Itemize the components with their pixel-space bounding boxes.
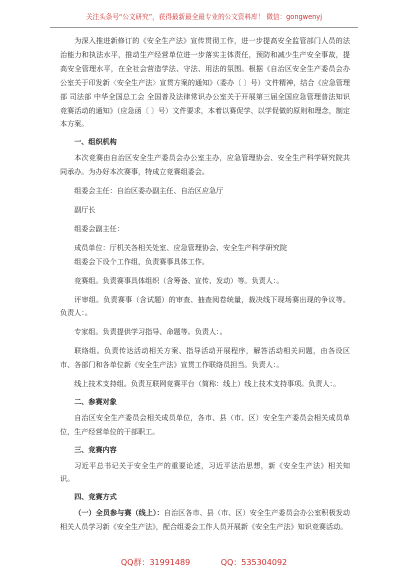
committee-leader-title: 副厅长 (74, 204, 96, 214)
section-4-lead: （一）全员参与赛（线上）： (74, 508, 164, 518)
header-divider (50, 27, 358, 28)
section-3-title: 三、竞赛内容 (74, 444, 117, 454)
committee-subgroups: 组委会下设个工作组，负责赛事具体工作。 (74, 256, 209, 266)
header-banner (52, 10, 356, 25)
footer-contacts (40, 555, 368, 571)
footer-qq-group: QQ群：31991489 (120, 558, 191, 567)
section-4-text: 自治区各市、县（市、区）安全生产委员会办公室积极发动相关人员学习新《安全生产法》，配合组委会工作人员开展新《安全生产法》知识竞赛活动。 (60, 508, 350, 532)
committee-members: 成员单位：厅机关各相关处室、应急管理协会、安全生产科学研究院 (74, 242, 287, 252)
section-4-title: 四、竞赛方式 (74, 492, 117, 502)
section-1-title: 一、组织机构 (74, 137, 117, 147)
group-tech-support: 线上技术支持组。负责互联网竞赛平台（简称：线上）线上技术支持事项。负责人：。 (74, 379, 341, 389)
intro-paragraph: 为深入推进新修订的《安全生产法》宣传贯彻工作，进一步提高安全监管部门人员的法治能力和执法水平，推动生产经营单位进一步落实主体责任，预防和减少生产安全事故，提高安全管理水平，在全社会营造学法、守法、用法的氛围。根据《自治区安全生产委员会办公室关于印发新〈安全生产法〉宣贯方案的通知》（委办〔 〕号）文件精神，结合《应急管理部 司法部 中华全国总工会 全国普及法律常识办公室关于开展第三届全国应急管理普法知识竞赛活动的通知》（应急函〔 〕号）文件要求，本着以赛促学、以学促做的原则和理念，制定本方案。 (60, 36, 350, 129)
section-2-title: 二、参赛对象 (74, 396, 117, 406)
committee-leader: 组委会主任：自治区委办副主任、自治区应急厅 (74, 186, 224, 196)
group-experts: 专家组。负责提供学习指导、命题等。负责人：。 (74, 327, 227, 337)
section-3-paragraph: 习近平总书记关于安全生产的重要论述，习近平法治思想，新《安全生产法》相关知识。 (60, 460, 350, 484)
group-liaison: 联络组。负责传达活动相关方案、指导活动开展程序，解答活动相关问题，由各设区市、各部门和各单位新《安全生产法》宣贯工作联络员担当。负责人：。 (60, 346, 350, 370)
footer-qq: QQ：535304092 (220, 558, 288, 567)
section-4-paragraph (60, 506, 350, 534)
section-1-paragraph: 本次竞赛由自治区安全生产委员会办公室主办，应急管理协会、安全生产科学研究院共同承办。为办好本次赛事，特成立竞赛组委会。 (60, 153, 350, 177)
group-review: 评审组。负责赛事（含试题）的审查、抽查阅卷统量，裁决线下现场赛出现的争议等。负责人：。 (60, 294, 350, 318)
banner-text: 关注头条号“公文研究”，获得最新最全最专业的公文资料库！ 微信：gongwenyj (85, 13, 323, 21)
committee-vice: 组委会副主任： (74, 223, 124, 233)
group-competition: 竞赛组。负责赛事具体组织（含筹备、宣传、发动）等。负责人：。 (74, 275, 284, 285)
section-2-paragraph: 自治区安全生产委员会相关成员单位，各市、县（市、区）安全生产委员会相关成员单位，生产经营单位的干部职工。 (60, 412, 350, 436)
document-body (60, 34, 350, 534)
